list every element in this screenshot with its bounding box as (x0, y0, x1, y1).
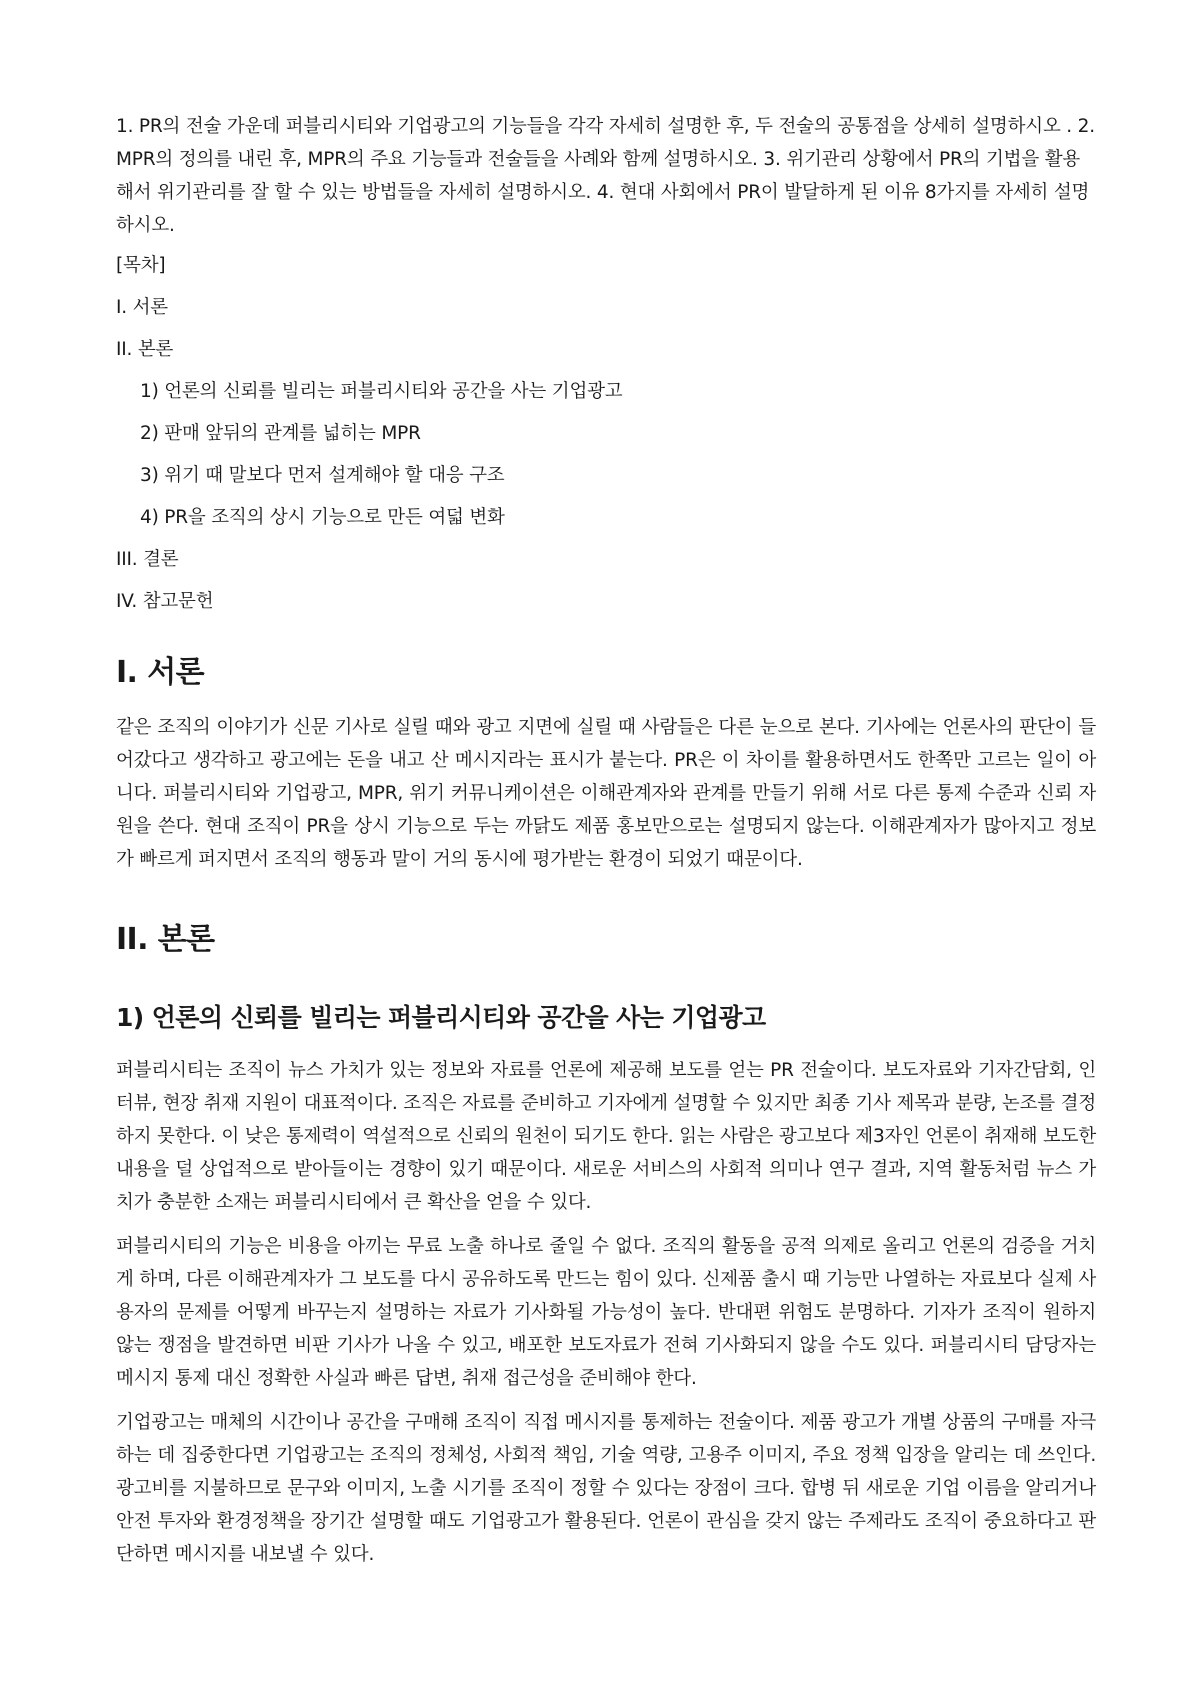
toc-subitem: 3) 위기 때 말보다 먼저 설계해야 할 대응 구조 (140, 465, 505, 486)
toc-title: [목차] (116, 255, 166, 276)
section-heading-body: II. 본론 (116, 922, 215, 957)
toc-subitem: 2) 판매 앞뒤의 관계를 넓히는 MPR (140, 423, 421, 444)
table-of-contents (116, 253, 1096, 615)
subsection-heading-publicity: 1) 언론의 신뢰를 빌리는 퍼블리시티와 공간을 사는 기업광고 (116, 1003, 766, 1032)
toc-item: III. 결론 (116, 549, 179, 570)
toc-item: I. 서론 (116, 297, 168, 318)
toc-subitem: 1) 언론의 신뢰를 빌리는 퍼블리시티와 공간을 사는 기업광고 (140, 381, 623, 402)
toc-item: IV. 참고문헌 (116, 591, 214, 612)
introduction-paragraph: 같은 조직의 이야기가 신문 기사로 실릴 때와 광고 지면에 실릴 때 사람들은 다른 눈으로 본다. 기사에는 언론사의 판단이 들어갔다고 생각하고 광고에는 돈을 내고 산 메시지라는 표시가 붙는다. PR은 이 차이를 활용하면서도 한쪽만 고르는 일이 아니다. 퍼블리시티와 기업광고, MPR, 위기 커뮤니케이션은 이해관계자와 관계를 만들기 위해 서로 다른 통제 수준과 신뢰 자원을 쓴다. 현대 조직이 PR을 상시 기능으로 두는 까닭도 제품 홍보만으로는 설명되지 않는다. 이해관계자가 많아지고 정보가 빠르게 퍼지면서 조직의 행동과 말이 거의 동시에 평가받는 환경이 되었기 때문이다. (116, 717, 1096, 870)
assignment-prompt: 1. PR의 전술 가운데 퍼블리시티와 기업광고의 기능들을 각각 자세히 설명한 후, 두 전술의 공통점을 상세히 설명하시오 . 2. MPR의 정의를 내린 후, MPR의 주요 기능들과 전술들을 사례와 함께 설명하시오. 3. 위기관리 상황에서 PR의 기법을 활용해서 위기관리를 잘 할 수 있는 방법들을 자세히 설명하시오. 4. 현대 사회에서 PR이 발달하게 된 이유 8가지를 자세히 설명하시오. (116, 116, 1095, 236)
body-paragraph: 퍼블리시티는 조직이 뉴스 가치가 있는 정보와 자료를 언론에 제공해 보도를 얻는 PR 전술이다. 보도자료와 기자간담회, 인터뷰, 현장 취재 지원이 대표적이다. 조직은 자료를 준비하고 기자에게 설명할 수 있지만 최종 기사 제목과 분량, 논조를 결정하지 못한다. 이 낮은 통제력이 역설적으로 신뢰의 원천이 되기도 한다. 읽는 사람은 광고보다 제3자인 언론이 취재해 보도한 내용을 덜 상업적으로 받아들이는 경향이 있기 때문이다. 새로운 서비스의 사회적 의미나 연구 결과, 지역 활동처럼 뉴스 가치가 충분한 소재는 퍼블리시티에서 큰 확산을 얻을 수 있다. (116, 1060, 1096, 1213)
toc-subitem: 4) PR을 조직의 상시 기능으로 만든 여덟 변화 (140, 507, 505, 528)
body-paragraph: 퍼블리시티의 기능은 비용을 아끼는 무료 노출 하나로 줄일 수 없다. 조직의 활동을 공적 의제로 올리고 언론의 검증을 거치게 하며, 다른 이해관계자가 그 보도를 다시 공유하도록 만드는 힘이 있다. 신제품 출시 때 기능만 나열하는 자료보다 실제 사용자의 문제를 어떻게 바꾸는지 설명하는 자료가 기사화될 가능성이 높다. 반대편 위험도 분명하다. 기자가 조직이 원하지 않는 쟁점을 발견하면 비판 기사가 나올 수 있고, 배포한 보도자료가 전혀 기사화되지 않을 수도 있다. 퍼블리시티 담당자는 메시지 통제 대신 정확한 사실과 빠른 답변, 취재 접근성을 준비해야 한다. (116, 1236, 1096, 1389)
section-heading-introduction: I. 서론 (116, 655, 204, 690)
toc-item: II. 본론 (116, 339, 174, 360)
body-paragraph: 기업광고는 매체의 시간이나 공간을 구매해 조직이 직접 메시지를 통제하는 전술이다. 제품 광고가 개별 상품의 구매를 자극하는 데 집중한다면 기업광고는 조직의 정체성, 사회적 책임, 기술 역량, 고용주 이미지, 주요 정책 입장을 알리는 데 쓰인다. 광고비를 지불하므로 문구와 이미지, 노출 시기를 조직이 정할 수 있다는 장점이 크다. 합병 뒤 새로운 기업 이름을 알리거나 안전 투자와 환경정책을 장기간 설명할 때도 기업광고가 활용된다. 언론이 관심을 갖지 않는 주제라도 조직이 중요하다고 판단하면 메시지를 내보낼 수 있다. (116, 1412, 1096, 1565)
